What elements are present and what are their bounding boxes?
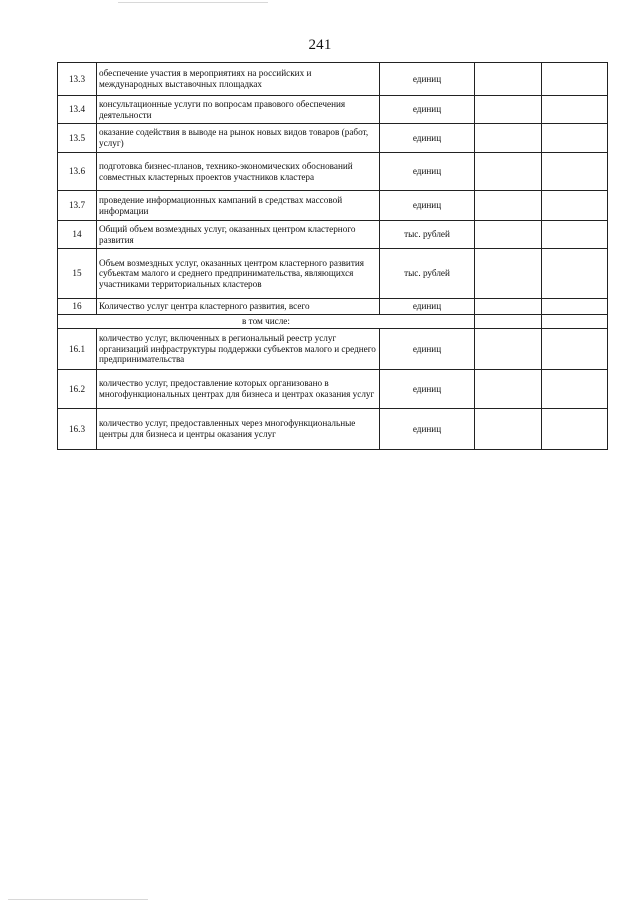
- value-cell-empty: [475, 191, 542, 221]
- row-number-cell: 16.1: [58, 329, 97, 370]
- indicators-table: [57, 62, 608, 450]
- indicator-name-cell: Объем возмездных услуг, оказанных центром кластерного развития субъектам малого и среднего предпринимательства, являющихся участниками территориальных кластеров: [97, 249, 380, 299]
- table-row: [58, 249, 608, 299]
- value-cell-empty: [475, 299, 542, 315]
- row-number-cell: 13.3: [58, 63, 97, 96]
- table-row: [58, 409, 608, 450]
- value-cell-empty: [542, 124, 608, 153]
- indicator-name-cell: подготовка бизнес-планов, технико-экономических обоснований совместных кластерных проектов участников кластера: [97, 153, 380, 191]
- value-cell-empty: [542, 409, 608, 450]
- row-number-cell: 13.5: [58, 124, 97, 153]
- value-cell-empty: [542, 315, 608, 329]
- row-number-cell: 13.7: [58, 191, 97, 221]
- table-row: [58, 370, 608, 409]
- unit-cell: единиц: [380, 191, 475, 221]
- value-cell-empty: [542, 329, 608, 370]
- indicator-name-cell: количество услуг, предоставление которых организовано в многофункциональных центрах для бизнеса и центрах оказания услуг: [97, 370, 380, 409]
- row-number-cell: 13.6: [58, 153, 97, 191]
- unit-cell: единиц: [380, 63, 475, 96]
- value-cell-empty: [475, 221, 542, 249]
- value-cell-empty: [542, 96, 608, 124]
- value-cell-empty: [542, 191, 608, 221]
- value-cell-empty: [542, 63, 608, 96]
- indicator-name-cell: оказание содействия в выводе на рынок новых видов товаров (работ, услуг): [97, 124, 380, 153]
- table-row: [58, 96, 608, 124]
- unit-cell: единиц: [380, 370, 475, 409]
- value-cell-empty: [475, 329, 542, 370]
- table-body: [58, 63, 608, 450]
- indicator-name-cell: количество услуг, включенных в региональный реестр услуг организаций инфраструктуры поддержки субъектов малого и среднего предпринимательства: [97, 329, 380, 370]
- unit-cell: тыс. рублей: [380, 249, 475, 299]
- value-cell-empty: [542, 370, 608, 409]
- row-number-cell: 16.2: [58, 370, 97, 409]
- unit-cell: единиц: [380, 96, 475, 124]
- indicator-name-cell: количество услуг, предоставленных через многофункциональные центры для бизнеса и центры оказания услуг: [97, 409, 380, 450]
- row-number-cell: 14: [58, 221, 97, 249]
- row-number-cell: 16: [58, 299, 97, 315]
- table-row: [58, 329, 608, 370]
- unit-cell: единиц: [380, 299, 475, 315]
- unit-cell: единиц: [380, 124, 475, 153]
- table-row: [58, 191, 608, 221]
- unit-cell: тыс. рублей: [380, 221, 475, 249]
- value-cell-empty: [475, 124, 542, 153]
- value-cell-empty: [475, 96, 542, 124]
- indicator-name-cell: проведение информационных кампаний в средствах массовой информации: [97, 191, 380, 221]
- value-cell-empty: [475, 249, 542, 299]
- value-cell-empty: [542, 221, 608, 249]
- unit-cell: единиц: [380, 329, 475, 370]
- indicator-name-cell: Общий объем возмездных услуг, оказанных центром кластерного развития: [97, 221, 380, 249]
- unit-cell: единиц: [380, 409, 475, 450]
- value-cell-empty: [542, 153, 608, 191]
- value-cell-empty: [542, 249, 608, 299]
- row-number-cell: 13.4: [58, 96, 97, 124]
- unit-cell: единиц: [380, 153, 475, 191]
- value-cell-empty: [475, 63, 542, 96]
- row-number-cell: 15: [58, 249, 97, 299]
- table-row: [58, 63, 608, 96]
- value-cell-empty: [475, 370, 542, 409]
- row-number-cell: 16.3: [58, 409, 97, 450]
- indicator-name-cell: обеспечение участия в мероприятиях на российских и международных выставочных площадках: [97, 63, 380, 96]
- indicator-name-cell: Количество услуг центра кластерного развития, всего: [97, 299, 380, 315]
- page-number: 241: [308, 37, 332, 53]
- table-row: [58, 153, 608, 191]
- indicator-name-cell: консультационные услуги по вопросам правового обеспечения деятельности: [97, 96, 380, 124]
- value-cell-empty: [542, 299, 608, 315]
- value-cell-empty: [475, 315, 542, 329]
- subheader-cell: в том числе:: [58, 315, 475, 329]
- table-row: [58, 124, 608, 153]
- value-cell-empty: [475, 409, 542, 450]
- table-subheader-row: [58, 315, 608, 329]
- value-cell-empty: [475, 153, 542, 191]
- scan-mark-bottom: [8, 899, 148, 900]
- scan-mark-top: [118, 2, 268, 3]
- table-row: [58, 221, 608, 249]
- table-row: [58, 299, 608, 315]
